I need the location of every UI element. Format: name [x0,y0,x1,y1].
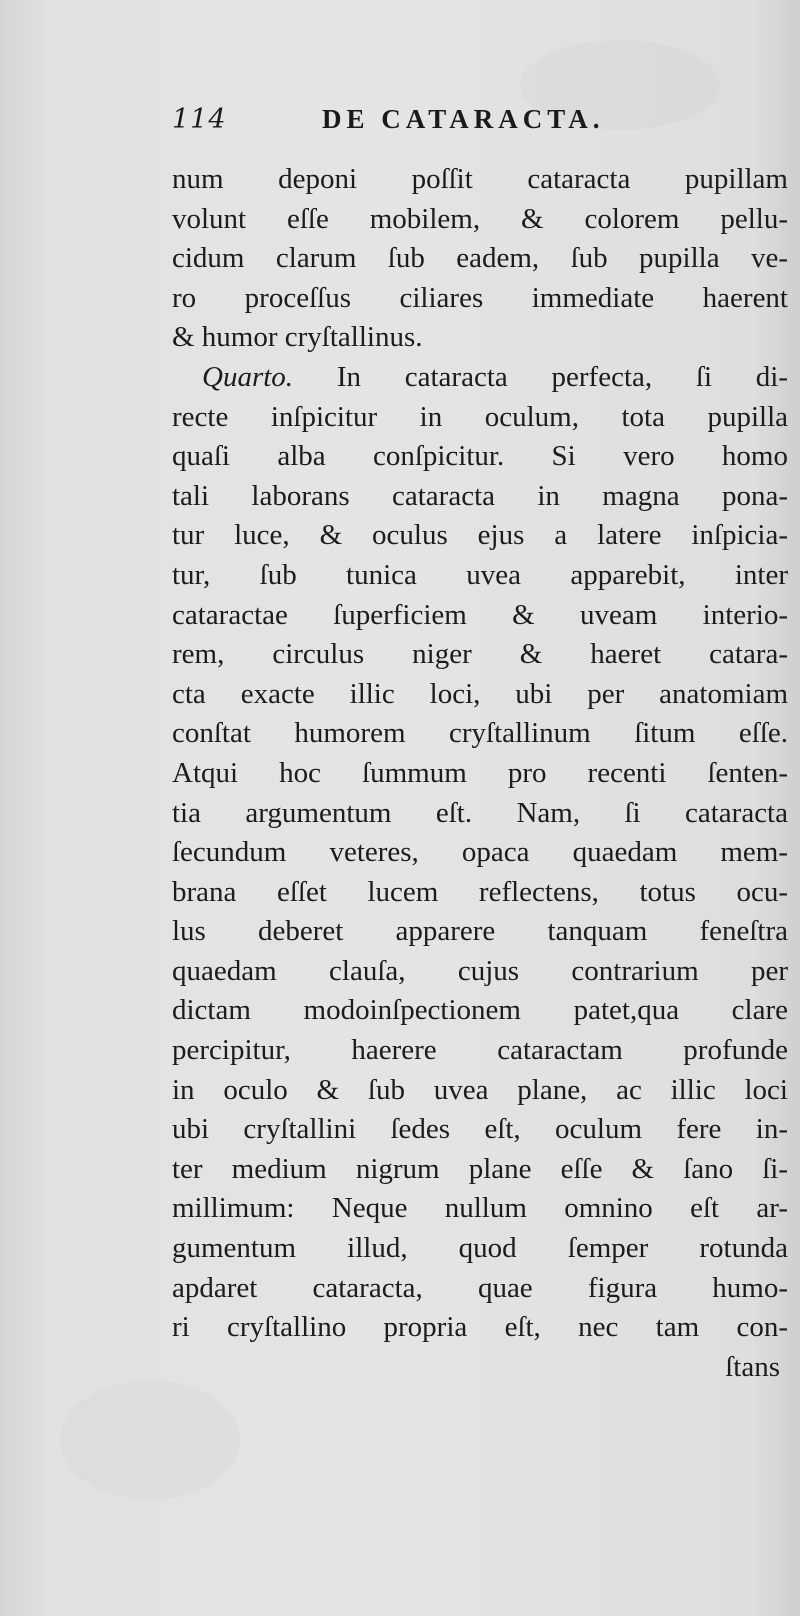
text-line: tali laborans cataracta in magna pona- [172,479,788,512]
page-header [172,100,772,140]
text-line-para-start [172,358,788,398]
text-line: tia argumentum eſt. Nam, ſi cataracta [172,796,788,829]
text-line: lus deberet apparere tanquam feneſtra [172,915,788,948]
text-line: cidum clarum ſub eadem, ſub pupilla ve- [172,242,788,275]
paragraph-lead: Quarto. [202,360,294,393]
text-line: quaſi alba conſpicitur. Si vero homo [172,440,788,473]
text-line: tur luce, & oculus ejus a latere inſpicia- [172,519,788,552]
text-line: volunt eſſe mobilem, & colorem pellu- [172,202,788,235]
text-line: num deponi poſſit cataracta pupillam [172,163,788,195]
text-line: gumentum illud, quod ſemper rotunda [172,1232,788,1265]
text-line-rest: In cataracta perfecta, ſi di- [336,360,788,393]
text-line: percipitur, haerere cataractam profunde [172,1034,788,1067]
text-line: ter medium nigrum plane eſſe & ſano ſi- [172,1152,788,1185]
text-line: dictam modoinſpectionem patet,qua clare [172,994,788,1027]
text-line: conſtat humorem cryſtallinum ſitum eſſe. [172,717,788,750]
text-line: ſecundum veteres, opaca quaedam mem- [172,836,788,869]
text-line: cataractae ſuperficiem & uveam interio- [172,598,788,631]
text-line: brana eſſet lucem reflectens, totus ocu- [172,875,788,908]
text-line: rem, circulus niger & haeret catara- [172,638,788,671]
text-line: millimum: Neque nullum omnino eſt ar- [172,1192,788,1225]
running-title: DE CATARACTA. [322,104,605,134]
text-line: apdaret cataracta, quae figura humo- [172,1271,788,1304]
text-line: quaedam clauſa, cujus contrarium per [172,954,788,987]
catchword: ſtans [725,1350,780,1383]
paper-stain [60,1380,240,1500]
text-line: ubi cryſtallini ſedes eſt, oculum fere in- [172,1113,788,1146]
text-line: tur, ſub tunica uvea apparebit, inter [172,558,788,591]
text-line: ro proceſſus ciliares immediate haerent [172,281,788,314]
page-number: 114 [172,104,227,135]
text-line: in oculo & ſub uvea plane, ac illic loci [172,1073,788,1106]
text-line: & humor cryſtallinus. [172,321,423,354]
body-text [172,160,788,1387]
text-line: recte inſpicitur in oculum, tota pupilla [172,400,788,433]
text-line: Atqui hoc ſummum pro recenti ſenten- [172,756,788,789]
text-line: ri cryſtallino propria eſt, nec tam con- [172,1311,788,1344]
text-line: cta exacte illic loci, ubi per anatomiam [172,677,788,710]
